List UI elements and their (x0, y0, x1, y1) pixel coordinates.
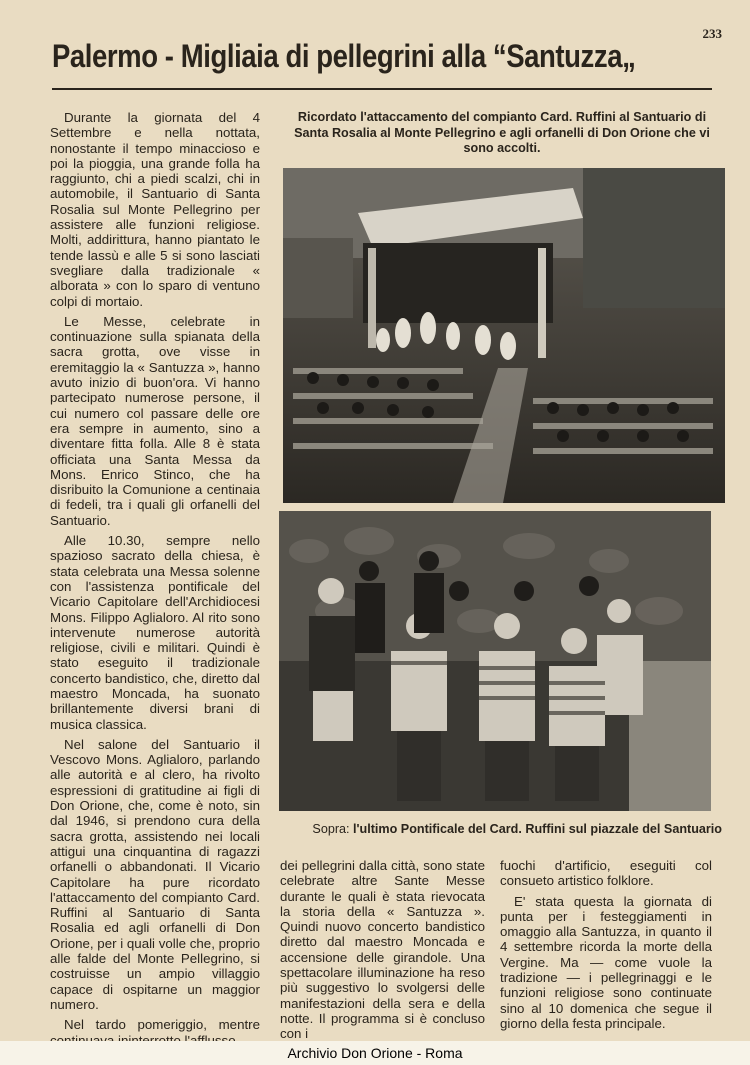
orphans-illustration (279, 511, 711, 811)
middle-paragraph: dei pellegrini dalla città, sono state celebrate altre Sante Messe durante le quali è stata rievocata la storia della « Santuzza ». Quindi nuovo concerto bandistico diretto dal maestro Moncada e accensione delle girandole. Una spettacolare illuminazione ha reso più suggestivo lo svolgersi delle manifestazioni della sera e della notte. Il programma si è concluso con i (280, 858, 485, 1042)
caption-bottom-text: l'ultimo Pontificale del Card. Ruffini sul piazzale del Santuario (353, 822, 722, 836)
caption-top: Ricordato l'attaccamento del compianto Card. Ruffini al Santuario di Santa Rosalia al Monte Pellegrino e agli orfanelli di Don Orione che vi sono accolti. (294, 110, 710, 155)
left-paragraph: Le Messe, celebrate in continuazione sulla spianata della sacra grotta, ove visse in eremitaggio la « Santuzza », hanno avuto inizio di buon'ora. Vi hanno partecipato numerose persone, il cui numero col passare delle ore era sempre in aumento, sino a diventare fitta folla. Alle 8 è stata officiata una Santa Messa da Mons. Enrico Stinco, che ha disribuito la Comunione a centinaia di fedeli, tra i quali gli orfanelli del Santuario. (50, 313, 260, 528)
headline-rule (52, 88, 712, 90)
left-paragraph: Nel salone del Santuario il Vescovo Mons. Aglialoro, parlando alle autorità e al clero, ha rivolto espressioni di gratitudine ai figli di Don Orione, che, come è noto, sin dal 1946, si prendono cura della sacra grotta, assistendo nei locali attigui una cinquantina di ragazzi orfanelli o abbandonati. Il Vicario Capitolare ha pure ricordato l'attaccamento del compianto Card. Ruffini al Santuario di Santa Rosalia ed agli orfanelli di Don Orione, per i quali volle che, proprio alle falde del Monte Pellegrino, si costruisse un ampio villaggio capace di ospitarne un maggior numero. (50, 736, 260, 1012)
left-paragraph: Nel tardo pomeriggio, mentre (64, 1017, 260, 1033)
photo-pontifical-mass (283, 168, 725, 503)
page-number: 233 (702, 26, 722, 41)
left-paragraph: Durante la giornata del 4 Settembre e nella nottata, nonostante il tempo minaccioso e poi la pioggia, una grande folla ha raggiunto, chi a piedi scalzi, chi in automobile, il Santuario di Santa Rosalia sul Monte Pellegrino per assistere alle funzioni religiose. Molti, addirittura, hanno piantato le tende lassù e alle 5 si sono lasciati svegliare dalla tradizionale « alborata » con lo sparo di ventuno colpi di mortaio. (50, 110, 260, 309)
right-paragraph: E' stata questa la giornata di punta per i festeggiamenti in omaggio alla Santuzza, in quanto il 4 settembre ricorda la morte della Vergine. Ma — come vuole la tradizione — i pellegrinaggi e le funzioni religiose sono continuate sino al 10 domenica che segue il giorno della festa principale. (500, 893, 712, 1031)
right-column (500, 858, 712, 1036)
footer-label: Archivio Don Orione - Roma (287, 1045, 463, 1061)
headline: Palermo - Migliaia di pellegrini alla “Santuzza„ (52, 38, 636, 74)
pontifical-mass-illustration (283, 168, 725, 503)
right-paragraph: fuochi d'artificio, eseguiti col consueto artistico folklore. (500, 858, 712, 889)
left-paragraph: Alle 10.30, sempre nello spazioso sacrato della chiesa, è stata celebrata una Messa solenne con l'assistenza pontificale del Vicario Capitolare dell'Archidiocesi Mons. Filippo Aglialoro. Al rito sono intervenute numerose autorità religiose, civili e militari. Quindi è stato eseguito il tradizionale concerto bandistico, che, diretto dal maestro Moncada, ha suonato brillantemente diversi brani di musica classica. (50, 533, 260, 732)
footer (0, 1041, 750, 1065)
caption-bottom (282, 822, 722, 836)
left-column (50, 110, 260, 1053)
caption-bottom-lead: Sopra: (312, 822, 350, 836)
photo-orphans (279, 511, 711, 811)
middle-column (280, 858, 485, 1047)
